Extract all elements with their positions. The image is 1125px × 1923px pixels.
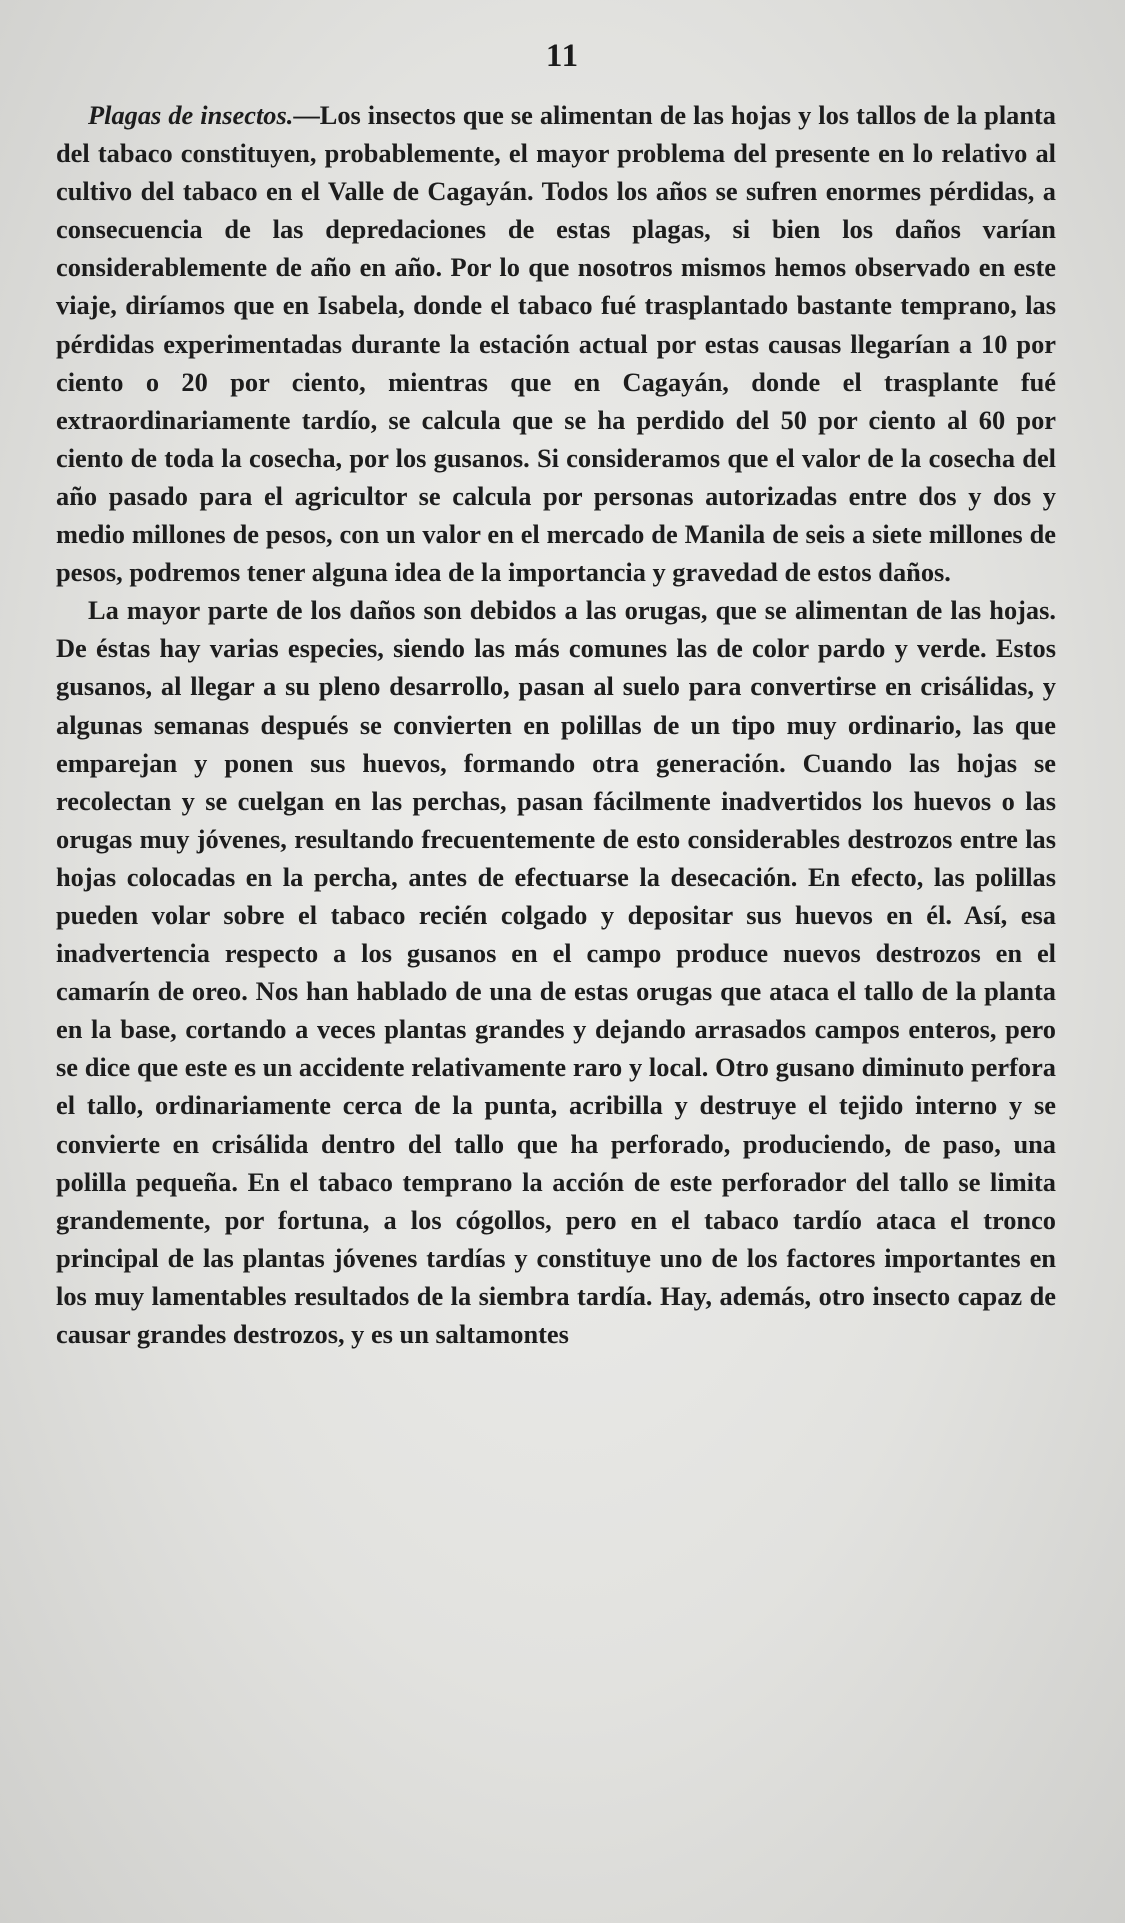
body-text <box>56 96 1056 1353</box>
paragraph-text: —Los insectos que se alimentan de las hojas y los tallos de la planta del tabaco constituyen, probablemente, el mayor problema del presente en lo relativo al cultivo del tabaco en el Valle de Cagayán. Todos los años se sufren enormes pérdidas, a consecuencia de las depredaciones de estas plagas, si bien los daños varían considerablemente de año en año. Por lo que nosotros mismos hemos observado en este viaje, diríamos que en Isabela, donde el tabaco fué trasplantado bastante temprano, las pérdidas experimentadas durante la estación actual por estas causas llegarían a 10 por ciento o 20 por ciento, mientras que en Cagayán, donde el trasplante fué extraordinariamente tardío, se calcula que se ha perdido del 50 por ciento al 60 por ciento de toda la cosecha, por los gusanos. Si consideramos que el valor de la cosecha del año pasado para el agricultor se calcula por personas autorizadas entre dos y dos y medio millones de pesos, con un valor en el mercado de Manila de seis a siete millones de pesos, podremos tener alguna idea de la importancia y gravedad de estos daños. <box>56 100 1057 588</box>
page-number: 11 <box>545 38 580 74</box>
paragraph-insect-pests <box>56 96 1056 591</box>
paragraph-text: La mayor parte de los daños son debidos a las orugas, que se alimentan de las hojas. De éstas hay varias especies, siendo las más comunes las de color pardo y verde. Estos gusanos, al llegar a su pleno desarrollo, pasan al suelo para convertirse en crisálidas, y algunas semanas después se convierten en polillas de un tipo muy ordinario, las que emparejan y ponen sus huevos, formando otra generación. Cuando las hojas se recolectan y se cuelgan en las perchas, pasan fácilmente inadvertidos los huevos o las orugas muy jóvenes, resultando frecuentemente de esto considerables destrozos entre las hojas colocadas en la percha, antes de efectuarse la desecación. En efecto, las polillas pueden volar sobre el tabaco recién colgado y depositar sus huevos en él. Así, esa inadvertencia respecto a los gusanos en el campo produce nuevos destrozos en el camarín de oreo. Nos han hablado de una de estas orugas que ataca el tallo de la planta en la base, cortando a veces plantas grandes y dejando arrasados campos enteros, pero se dice que este es un accidente relativamente raro y local. Otro gusano diminuto perfora el tallo, ordinariamente cerca de la punta, acribilla y destruye el tejido interno y se convierte en crisálida dentro del tallo que ha perforado, produciendo, de paso, una polilla pequeña. En el tabaco temprano la acción de este perforador del tallo se limita grandemente, por fortuna, a los cógollos, pero en el tabaco tardío ataca el tronco principal de las plantas jóvenes tardías y constituye uno de los factores importantes en los muy lamentables resultados de la siembra tardía. Hay, además, otro insecto capaz de causar grandes destrozos, y es un saltamontes <box>56 595 1056 1349</box>
section-heading: Plagas de insectos. <box>88 100 294 130</box>
paragraph-caterpillars <box>56 591 1056 1353</box>
